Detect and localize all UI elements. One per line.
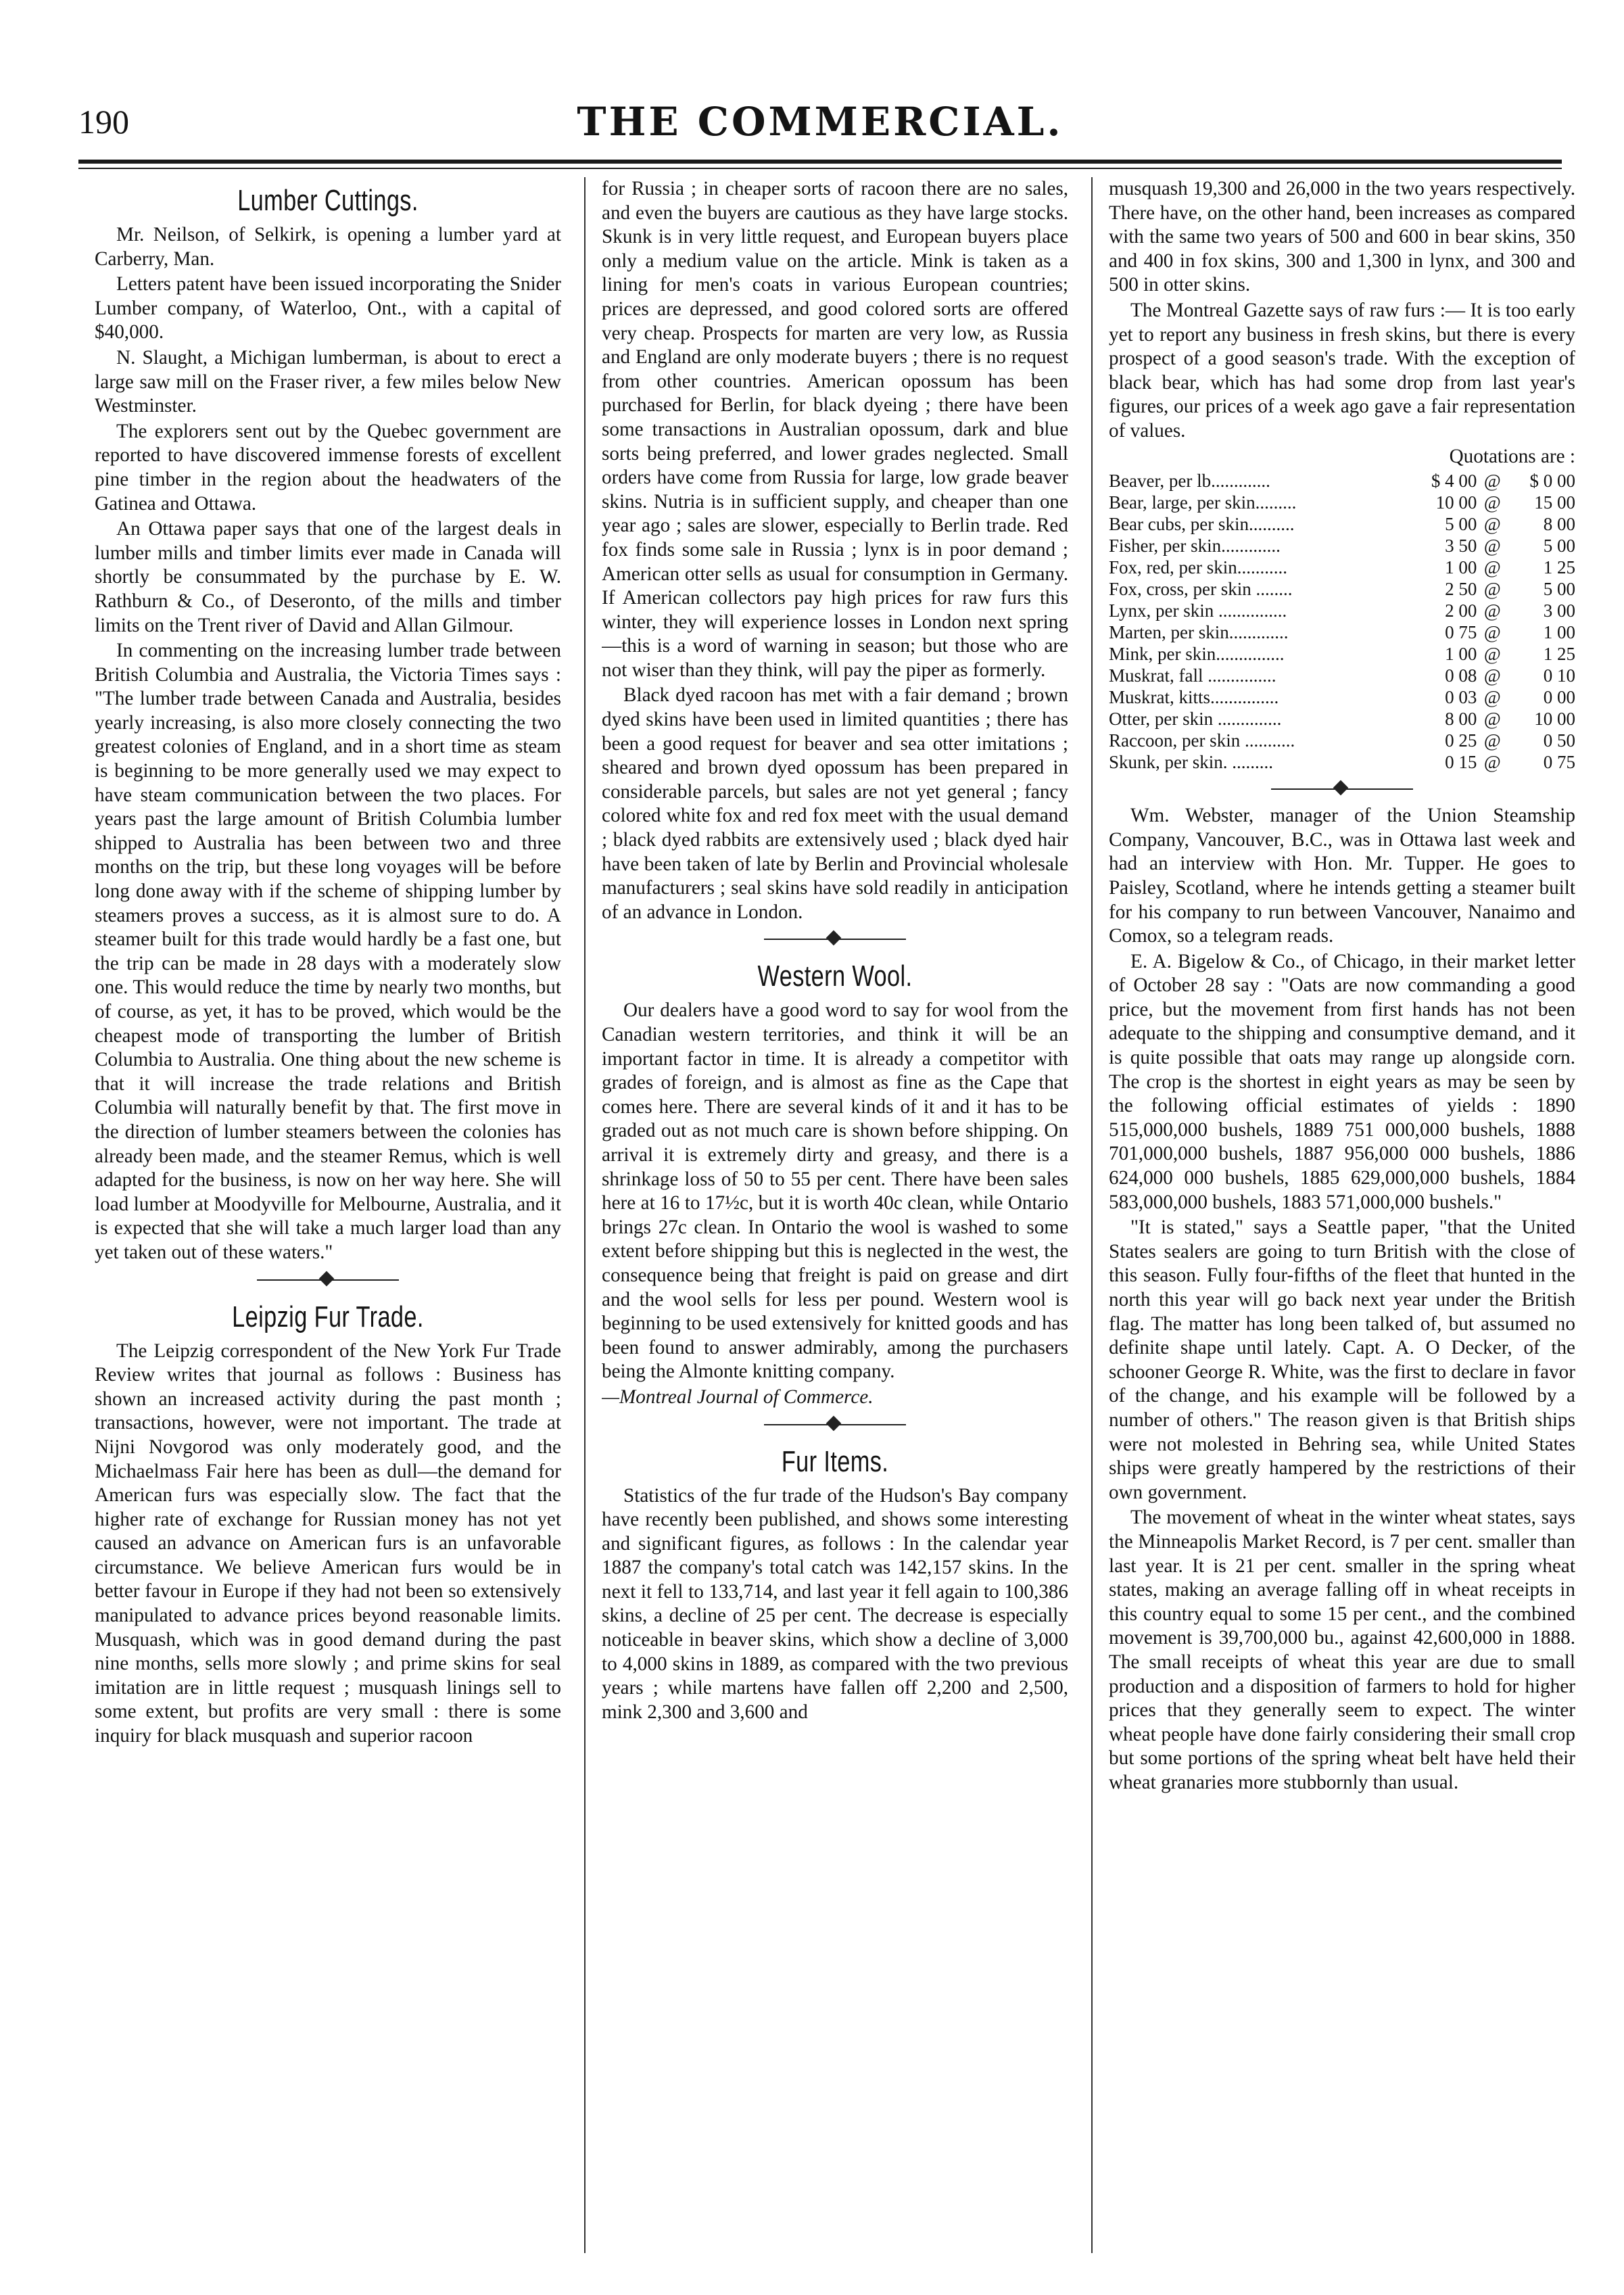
article-paragraph: The explorers sent out by the Quebec government are reported to have discovered immense forests of excellent pine timber in the region about the headwaters of the Gatinea and Ottawa. <box>95 420 561 515</box>
heading-leipzig-fur-trade: Leipzig Fur Trade. <box>232 1300 424 1333</box>
quotation-at: @ <box>1483 622 1501 643</box>
heading-lumber-cuttings: Lumber Cuttings. <box>237 184 419 217</box>
article-paragraph: for Russia ; in cheaper sorts of racoon there are no sales, and even the buyers are cautious as they have large stocks. Skunk is in very little request, and European buyers place only a medium value on the article. Mink is taken as a lining for men's coats in various European countries; prices are depressed, and good colored sorts are offered very cheap. Prospects for marten are very low, as Russia and England are only moderate buyers ; there is no request from other countries. American opossum has been purchased for Berlin, for black dyeing ; there have been some transactions in Australian opossum, dark and blue sorts being preferred, and lower grades neglected. Small orders have come from Russia for large, low grade beaver skins. Nutria is in sufficient supply, and cheaper than one year ago ; sales are slower, especially to Berlin trade. Red fox finds some sale in Russia ; lynx is in poor demand ; American otter sells as usual for consumption in Germany. If American collectors pay high prices for raw furs this winter, they will experience losses in London next spring—this is a word of warning in season; but those who are not wiser than they think, will pay the piper as formerly. <box>602 178 1068 681</box>
header-rule-thick <box>78 160 1562 164</box>
quotation-at: @ <box>1483 557 1501 578</box>
quotation-at: @ <box>1483 709 1501 730</box>
quotation-high: 1 25 <box>1543 557 1575 578</box>
article-paragraph: An Ottawa paper says that one of the largest deals in lumber mills and timber limits ever made in Canada will shortly be consummated by the purchase by E. W. Rathburn & Co., of Deseronto, of the mills and timber limits on the Trent river of David and Allan Gilmour. <box>95 518 561 636</box>
quotation-item: Skunk, per skin. ......... <box>1109 752 1273 773</box>
section-divider <box>95 1267 561 1294</box>
quotation-row <box>1109 751 1575 773</box>
quotation-row <box>1109 665 1575 686</box>
page-header <box>78 101 1562 150</box>
quotation-item: Fisher, per skin............. <box>1109 536 1281 557</box>
quotation-row <box>1109 686 1575 708</box>
quotations-label: Quotations are : <box>1449 445 1575 467</box>
quotation-low: 1 00 <box>1445 644 1477 665</box>
column-2 <box>602 177 1068 2260</box>
quotation-item: Marten, per skin............. <box>1109 622 1289 643</box>
quotation-item: Fox, red, per skin........... <box>1109 557 1287 578</box>
article-paragraph: E. A. Bigelow & Co., of Chicago, in their market letter of October 28 say : "Oats are now commanding a good price, but the movement from first hands has not been adequate to the shipping and consumptive demand, and it is quite possible that oats may range up alongside corn. The crop is the shortest in eight years as may be seen by the following official estimates of yields : 1890 515,000,000 bushels, 1889 751 000,000 bushels, 1888 701,000,000 bushels, 1887 956,000 000 bushels, 1886 624,000 000 bushels, 1885 629,000,000 bushels, 1884 583,000,000 bushels, 1883 571,000,000 bushels." <box>1109 950 1575 1213</box>
quotation-low: 10 00 <box>1435 492 1477 513</box>
quotation-row <box>1109 621 1575 643</box>
quotation-at: @ <box>1483 536 1501 557</box>
quotation-item: Bear, large, per skin......... <box>1109 492 1297 513</box>
article-paragraph: The movement of wheat in the winter wheat states, says the Minneapolis Market Record, is 7 per cent. smaller than last year. It is 21 per cent. smaller in the spring wheat states, making an average falling off in wheat receipts in this country equal to some 15 per cent., and the combined movement is 39,700,000 bu., against 42,600,000 in 1888. The small receipts of wheat this year are due to small production and a disposition of farmers to hold for higher prices that they generally seem to expect. The winter wheat people have done fairly considering their small crop but some portions of the spring wheat belt have held their wheat granaries more stubbornly than usual. <box>1109 1507 1575 1793</box>
quotation-at: @ <box>1483 492 1501 513</box>
quotation-at: @ <box>1483 687 1501 708</box>
quotation-high: 8 00 <box>1543 514 1575 535</box>
column-divider-2 <box>1091 177 1093 2253</box>
quotation-row <box>1109 492 1575 513</box>
quotation-low: 0 25 <box>1445 730 1477 751</box>
quotation-item: Muskrat, kitts............... <box>1109 687 1279 708</box>
quotation-item: Muskrat, fall ............... <box>1109 665 1276 686</box>
quotation-item: Fox, cross, per skin ........ <box>1109 579 1293 600</box>
column-1 <box>95 177 561 2260</box>
page-number: 190 <box>78 103 129 141</box>
quotation-high: 0 50 <box>1543 730 1575 751</box>
quotation-at: @ <box>1483 514 1501 535</box>
article-paragraph: Letters patent have been issued incorporating the Snider Lumber company, of Waterloo, Ont., with a capital of $40,000. <box>95 273 561 344</box>
quotation-at: @ <box>1483 644 1501 665</box>
quotation-high: $ 0 00 <box>1529 471 1575 492</box>
quotation-at: @ <box>1483 471 1501 492</box>
quotation-row <box>1109 643 1575 665</box>
fur-quotations-table <box>1109 470 1575 773</box>
quotation-at: @ <box>1483 600 1501 621</box>
quotation-row <box>1109 578 1575 600</box>
quotation-high: 3 00 <box>1543 600 1575 621</box>
quotation-item: Otter, per skin .............. <box>1109 709 1282 730</box>
quotation-item: Bear cubs, per skin.......... <box>1109 514 1295 535</box>
section-divider <box>1109 776 1575 803</box>
header-rule-thin <box>78 168 1562 169</box>
quotation-high: 15 00 <box>1534 492 1575 513</box>
article-paragraph: Statistics of the fur trade of the Hudson's Bay company have recently been published, and shows some interesting and significant figures, as follows : In the calendar year 1887 the company's total catch was 142,157 skins. In the next it fell to 133,714, and last year it fell again to 100,386 skins, a decline of 25 per cent. The decrease is especially noticeable in beaver skins, which show a decline of 3,000 to 4,000 skins in 1889, as compared with the two previous years ; while martens have fallen off 2,200 and 2,500, mink 2,300 and 3,600 and <box>602 1484 1068 1723</box>
quotation-row <box>1109 708 1575 730</box>
quotation-low: 2 00 <box>1445 600 1477 621</box>
quotation-at: @ <box>1483 665 1501 686</box>
quotation-low: 5 00 <box>1445 514 1477 535</box>
quotation-high: 1 00 <box>1543 622 1575 643</box>
quotation-row <box>1109 730 1575 751</box>
quotation-item: Raccoon, per skin ........... <box>1109 730 1295 751</box>
quotation-item: Beaver, per lb............. <box>1109 471 1270 492</box>
quotation-high: 0 10 <box>1543 665 1575 686</box>
quotation-row <box>1109 557 1575 578</box>
quotation-row <box>1109 600 1575 621</box>
quotation-high: 0 00 <box>1543 687 1575 708</box>
heading-fur-items: Fur Items. <box>781 1444 889 1478</box>
column-divider-1 <box>584 177 586 2253</box>
article-paragraph: Our dealers have a good word to say for wool from the Canadian western territories, and think it will be an important factor in time. It is already a competitor with grades of foreign, and is almost as fine as the Cape that comes here. There are several kinds of it and it has to be graded out as not much care is shown before shipping. On arrival it is extremely dirty and greasy, and there is a shrinkage loss of 50 to 55 per cent. There have been sales here at 16 to 17½c, but it is worth 40c clean, while Ontario brings 27c clean. In Ontario the wool is washed to some extent before shipping but this is neglected in the west, the consequence being that freight is paid on grease and dirt and the wool sells for less per pound. Western wool is beginning to be used extensively for knitted goods and has been found to answer admirably, among the purchasers being the Almonte knitting company. <box>602 999 1068 1383</box>
article-paragraph: Wm. Webster, manager of the Union Steamship Company, Vancouver, B.C., was in Ottawa last week and had an interview with Hon. Mr. Tupper. He goes to Paisley, Scotland, where he intends getting a steamer built for his company to run between Vancouver, Nanaimo and Comox, so a telegram reads. <box>1109 805 1575 947</box>
article-paragraph: In commenting on the increasing lumber trade between British Columbia and Australia, the Victoria Times says : "The lumber trade between Canada and Australia, besides yearly increasing, is also more closely connecting the two greatest colonies of England, and in a short time as steam is beginning to be more generally used we may expect to have steam communication between the two places. For years past the large amount of British Columbia lumber shipped to Australia has been between two and three months on the trip, but these long voyages will be before long done away with if the scheme of shipping lumber by steamers proves a success, as it is almost sure to do. A steamer built for this trade would hardly be a fast one, but the trip can be made in 28 days with a moderately slow one. This would reduce the time by nearly two months, but of course, as yet, it has to be proved, which would be the cheapest mode of transporting the lumber of British Columbia to Australia. One thing about the new scheme is that it will increase the trade relations and British Columbia will naturally benefit by that. The first move in the direction of lumber steamers between the colonies has already been made, and the steamer Remus, which is well adapted for the business, is now on her way here. She will load lumber at Moodyville for Melbourne, Australia, and it is expected that she will take a much larger load than any yet taken out of these waters." <box>95 640 561 1263</box>
article-paragraph: Black dyed racoon has met with a fair demand ; brown dyed skins have been used in limited quantities ; there has been a good request for beaver and sea otter imitations ; sheared and brown dyed opossum has been prepared in considerable parcels, but sales are not yet general ; fancy colored white fox and red fox meet with the usual demand ; black dyed rabbits are extensively used ; black dyed hair have been taken of late by Berlin and Provincial wholesale manufacturers ; seal skins have sold readily in anticipation of an advance in London. <box>602 684 1068 923</box>
article-paragraph: "It is stated," says a Seattle paper, "that the United States sealers are going to turn British with the close of this season. Fully four-fifths of the fleet that hunted in the north this year will go back next year under the British flag. The matter has long been talked of, but assumed no definite shape until lately. Capt. A. O Decker, of the schooner George R. White, was the first to declare in favor of the change, and his example will be followed by a number of others." The reason given is that British ships were not molested in Behring sea, while United States ships were greatly hampered by the restrictions of their own government. <box>1109 1216 1575 1503</box>
article-paragraph: musquash 19,300 and 26,000 in the two years respectively. There have, on the other hand, been increases as compared with the same two years of 500 and 600 in bear skins, 350 and 400 in fox skins, 300 and 1,300 in lynx, and 300 and 500 in otter skins. <box>1109 178 1575 296</box>
quotation-high: 5 00 <box>1543 579 1575 600</box>
quotation-row <box>1109 535 1575 557</box>
quotation-low: 1 00 <box>1445 557 1477 578</box>
quotation-low: 8 00 <box>1445 709 1477 730</box>
article-source: —Montreal Journal of Commerce. <box>602 1386 874 1408</box>
section-divider <box>602 926 1068 953</box>
quotation-high: 0 75 <box>1543 752 1575 773</box>
quotation-low: 3 50 <box>1445 536 1477 557</box>
quotation-row <box>1109 513 1575 535</box>
article-paragraph: The Montreal Gazette says of raw furs :— It is too early yet to report any business in fresh skins, but there is every prospect of a good season's trade. With the exception of black bear, which has had some drop from last year's figures, our prices of a week ago gave a fair representation of values. <box>1109 299 1575 442</box>
quotation-high: 5 00 <box>1543 536 1575 557</box>
quotation-row <box>1109 470 1575 492</box>
quotation-low: 2 50 <box>1445 579 1477 600</box>
quotation-high: 1 25 <box>1543 644 1575 665</box>
masthead-title: THE COMMERCIAL. <box>577 99 1064 145</box>
article-paragraph: The Leipzig correspondent of the New York Fur Trade Review writes that journal as follows : Business has shown an increased activity during the past month ; transactions, however, were not important. The trade at Nijni Novgorod was only moderately good, and the Michaelmass Fair here has been as dull—the demand for American furs was especially slow. The fact that the higher rate of exchange for Russian money has not yet caused an advance on American furs is an unfavorable circumstance. We believe American furs would be in better favour in Europe if they had not been so extensively manipulated to advance prices beyond reasonable limits. Musquash, which was in good demand during the past nine months, sells more slowly ; and prime skins for seal imitation are in little request ; musquash linings sell to some extent, but profits are very small : there is some inquiry for black musquash and superior racoon <box>95 1340 561 1747</box>
article-paragraph: Mr. Neilson, of Selkirk, is opening a lumber yard at Carberry, Man. <box>95 224 561 270</box>
quotation-low: $ 4 00 <box>1431 471 1477 492</box>
heading-western-wool: Western Wool. <box>757 960 913 993</box>
quotation-low: 0 08 <box>1445 665 1477 686</box>
article-paragraph: N. Slaught, a Michigan lumberman, is about to erect a large saw mill on the Fraser river, a few miles below New Westminster. <box>95 346 561 417</box>
quotation-at: @ <box>1483 579 1501 600</box>
quotation-low: 0 15 <box>1445 752 1477 773</box>
quotation-low: 0 75 <box>1445 622 1477 643</box>
column-3 <box>1109 177 1575 2260</box>
quotation-item: Mink, per skin............... <box>1109 644 1285 665</box>
quotation-at: @ <box>1483 730 1501 751</box>
quotation-low: 0 03 <box>1445 687 1477 708</box>
section-divider <box>602 1411 1068 1438</box>
quotation-high: 10 00 <box>1534 709 1575 730</box>
quotation-at: @ <box>1483 752 1501 773</box>
quotation-item: Lynx, per skin ............... <box>1109 600 1287 621</box>
